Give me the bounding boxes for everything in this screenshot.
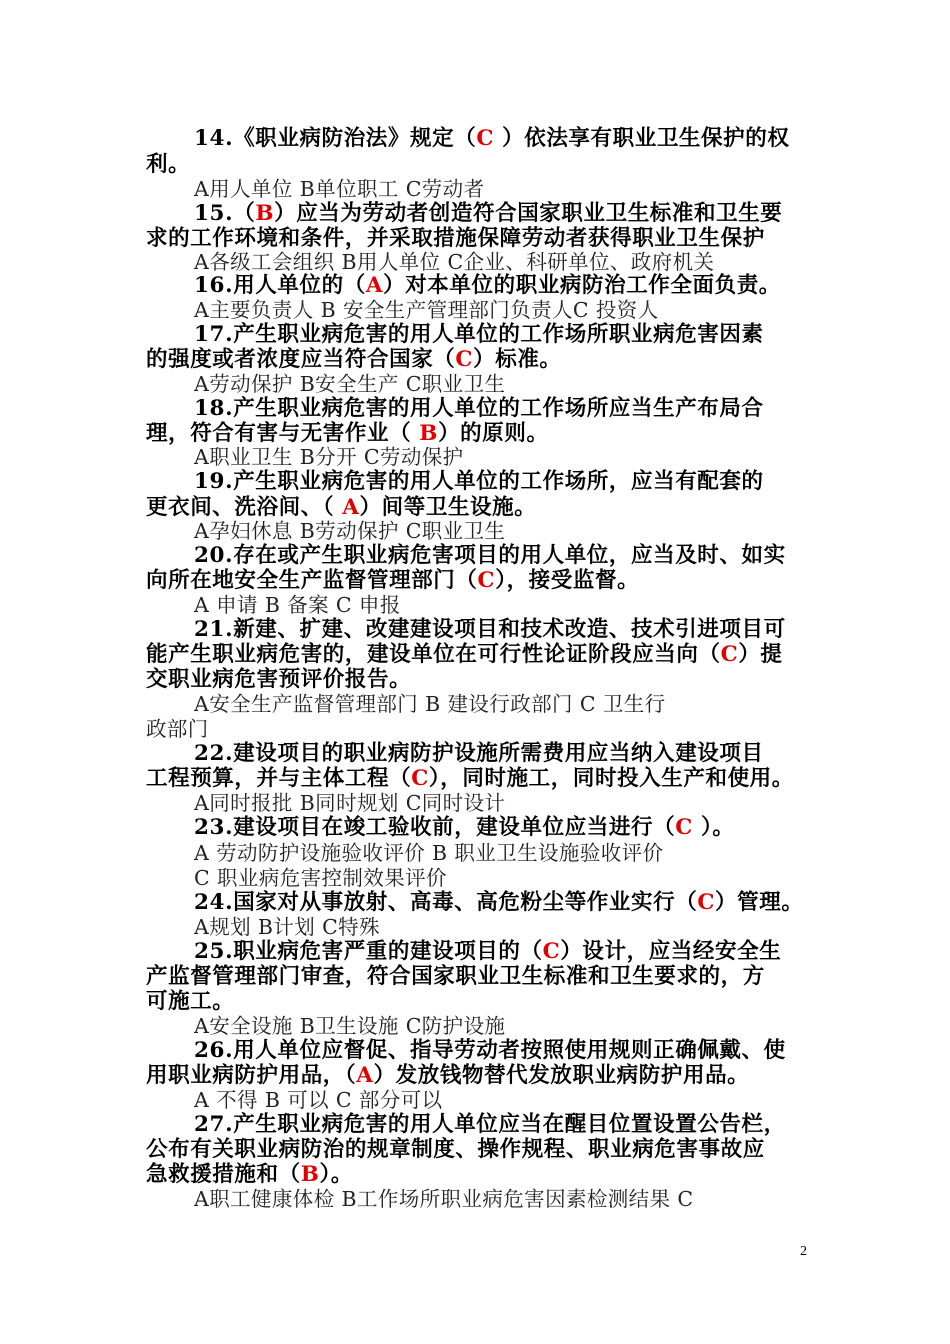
question-line: 能产生职业病危害的，建设单位在可行性论证阶段应当向（C）提 (146, 642, 783, 667)
answer-mark: C (411, 766, 429, 791)
question-line: 利。 (146, 152, 191, 177)
answer-mark: B (419, 421, 439, 446)
answer-mark: A (356, 1063, 374, 1088)
question-line: 可施工。 (146, 989, 235, 1014)
question-line: 23.建设项目在竣工验收前，建设单位应当进行（C ）。 (194, 815, 735, 840)
question-line: 19.产生职业病危害的用人单位的工作场所，应当有配套的 (194, 469, 764, 494)
option-line: A主要负责人 B 安全生产管理部门负责人C 投资人 (194, 298, 659, 322)
option-line: A 劳动防护设施验收评价 B 职业卫生设施验收评价 (194, 841, 664, 865)
question-line: 交职业病危害预评价报告。 (146, 667, 412, 692)
option-line: A 不得 B 可以 C 部分可以 (194, 1088, 443, 1112)
answer-mark: A (365, 273, 384, 298)
option-line: A规划 B计划 C特殊 (194, 915, 380, 939)
answer-mark: C (542, 939, 561, 964)
option-line: C 职业病危害控制效果评价 (194, 866, 447, 890)
question-line: 22.建设项目的职业病防护设施所需费用应当纳入建设项目 (194, 741, 764, 766)
question-line: 24.国家对从事放射、高毒、高危粉尘等作业实行（C）管理。 (194, 890, 804, 915)
answer-mark: C (720, 642, 739, 667)
answer-mark: C (477, 568, 496, 593)
answer-mark: C (697, 890, 716, 915)
question-line: 18.产生职业病危害的用人单位的工作场所应当生产布局合 (194, 396, 764, 421)
question-line: 产监督管理部门审查，符合国家职业卫生标准和卫生要求的，方 (146, 964, 765, 989)
answer-mark: C (455, 347, 474, 372)
answer-mark: A (342, 495, 360, 520)
option-line: A职工健康体检 B工作场所职业病危害因素检测结果 C (194, 1187, 694, 1211)
option-line: A安全生产监督管理部门 B 建设行政部门 C 卫生行 (194, 692, 666, 716)
question-line: 26.用人单位应督促、指导劳动者按照使用规则正确佩戴、使 (194, 1038, 786, 1063)
question-line: 14.《职业病防治法》规定（C ）依法享有职业卫生保护的权 (194, 126, 790, 151)
option-line: A用人单位 B单位职工 C劳动者 (194, 177, 485, 201)
question-line: 用职业病防护用品，（A）发放钱物替代发放职业病防护用品。 (146, 1063, 750, 1088)
option-continuation: 政部门 (146, 717, 209, 741)
question-line: 21.新建、扩建、改建建设项目和技术改造、技术引进项目可 (194, 617, 786, 642)
page-number: 2 (800, 1244, 807, 1259)
question-line: 20.存在或产生职业病危害项目的用人单位，应当及时、如实 (194, 543, 786, 568)
option-line: A孕妇休息 B劳动保护 C职业卫生 (194, 519, 506, 543)
question-line: 15.（B）应当为劳动者创造符合国家职业卫生标准和卫生要 (194, 201, 783, 226)
option-line: A安全设施 B卫生设施 C防护设施 (194, 1014, 506, 1038)
option-line: A各级工会组织 B用人单位 C企业、科研单位、政府机关 (194, 250, 715, 274)
question-line: 求的工作环境和条件，并采取措施保障劳动者获得职业卫生保护 (146, 226, 765, 251)
option-line: A 申请 B 备案 C 申报 (194, 593, 401, 617)
answer-mark: B (255, 201, 275, 226)
answer-mark: C (476, 126, 495, 151)
option-line: A劳动保护 B安全生产 C职业卫生 (194, 372, 506, 396)
option-line (146, 716, 810, 742)
option-line: A同时报批 B同时规划 C同时设计 (194, 791, 506, 815)
question-line: 25.职业病危害严重的建设项目的（C）设计，应当经安全生 (194, 939, 782, 964)
question-line: 17.产生职业病危害的用人单位的工作场所职业病危害因素 (194, 322, 764, 347)
question-line: 27.产生职业病危害的用人单位应当在醒目位置设置公告栏， (194, 1112, 786, 1137)
answer-mark: B (300, 1162, 320, 1187)
option-line: A职业卫生 B分开 C劳动保护 (194, 445, 464, 469)
question-line: 向所在地安全生产监督管理部门（C），接受监督。 (146, 568, 640, 593)
question-line: 理，符合有害与无害作业（ B）的原则。 (146, 421, 549, 446)
question-line: 公布有关职业病防治的规章制度、操作规程、职业病危害事故应 (146, 1137, 765, 1162)
question-line: 急救援措施和（B）。 (146, 1162, 353, 1187)
question-line: 的强度或者浓度应当符合国家（C）标准。 (146, 347, 562, 372)
question-line: 16.用人单位的（A）对本单位的职业病防治工作全面负责。 (194, 273, 781, 298)
question-line: 更衣间、洗浴间、（ A）间等卫生设施。 (146, 495, 537, 520)
question-line: 工程预算，并与主体工程（C），同时施工，同时投入生产和使用。 (146, 766, 794, 791)
answer-mark: C (675, 815, 693, 840)
